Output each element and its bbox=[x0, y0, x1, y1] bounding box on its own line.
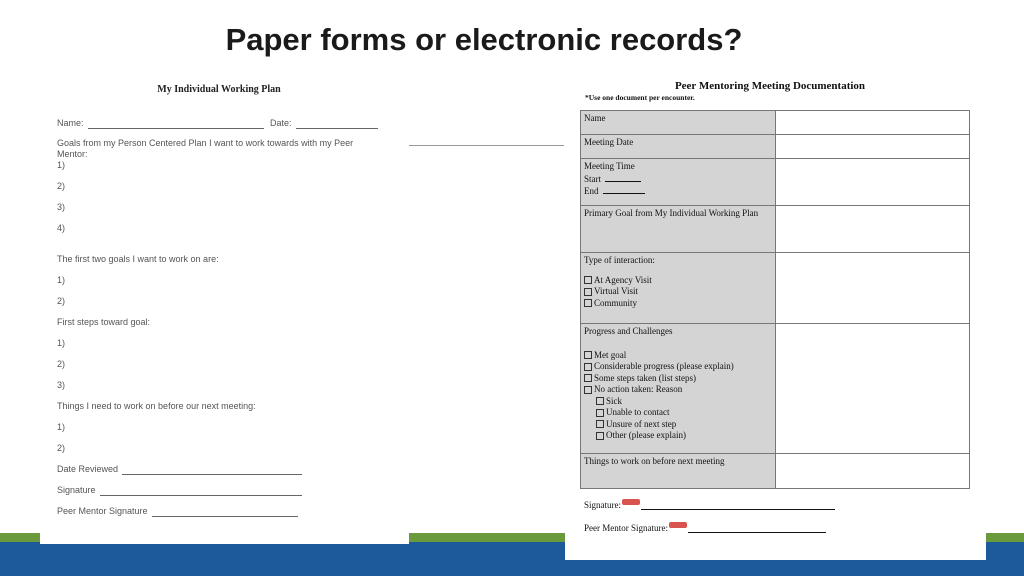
sign-here-arrow-icon bbox=[622, 499, 640, 505]
first-two-goals-label: The first two goals I want to work on are: bbox=[57, 254, 219, 264]
first-steps-item: 3) bbox=[57, 380, 66, 390]
things-next-meeting-label: Things to work on before next meeting bbox=[581, 454, 776, 489]
start-blank[interactable] bbox=[605, 173, 641, 182]
sign-here-arrow-icon bbox=[669, 522, 687, 528]
goal-item: 1) bbox=[57, 160, 66, 170]
things-next-meeting-input[interactable] bbox=[776, 454, 970, 489]
table-row bbox=[581, 253, 970, 324]
table-row bbox=[581, 206, 970, 253]
first-steps-item: 1) bbox=[57, 338, 66, 348]
peer-mentor-signature-label: Peer Mentor Signature bbox=[57, 506, 148, 516]
form-note: *Use one document per encounter. bbox=[585, 93, 695, 102]
things-label: Things I need to work on before our next meeting: bbox=[57, 401, 256, 411]
first-two-item: 2) bbox=[57, 296, 66, 306]
checkbox-option[interactable]: Unsure of next step bbox=[584, 419, 772, 431]
checkbox[interactable] bbox=[584, 276, 592, 284]
checkbox[interactable] bbox=[596, 409, 604, 417]
meeting-date-input[interactable] bbox=[776, 135, 970, 159]
end-blank[interactable] bbox=[603, 185, 645, 194]
signature-row bbox=[584, 500, 835, 510]
peer-mentor-signature-line[interactable] bbox=[688, 524, 826, 533]
progress-label: Progress and Challenges Met goal Considerable progress (please explain) Some steps taken (list steps) No action taken: Reason Sick Unable to contact Unsure of next step Other (please explain) bbox=[581, 324, 776, 454]
name-field-label: Name bbox=[581, 111, 776, 135]
checkbox[interactable] bbox=[584, 386, 592, 394]
name-label: Name: bbox=[57, 118, 84, 128]
end-label: End bbox=[584, 186, 599, 196]
first-steps-item: 2) bbox=[57, 359, 66, 369]
goals-label-cont: Mentor: bbox=[57, 149, 88, 159]
start-label: Start bbox=[584, 173, 601, 184]
checkbox-option[interactable]: Met goal bbox=[584, 350, 772, 362]
signature-row bbox=[57, 485, 302, 496]
table-row bbox=[581, 159, 970, 206]
meeting-date-label: Meeting Date bbox=[581, 135, 776, 159]
primary-goal-input[interactable] bbox=[776, 206, 970, 253]
checkbox-option[interactable]: Community bbox=[584, 298, 772, 310]
goal-item: 4) bbox=[57, 223, 66, 233]
meeting-documentation-form bbox=[565, 74, 986, 560]
checkbox-option[interactable]: At Agency Visit bbox=[584, 275, 772, 287]
goal-item: 3) bbox=[57, 202, 66, 212]
goal-item: 2) bbox=[57, 181, 66, 191]
things-item: 1) bbox=[57, 422, 66, 432]
progress-input[interactable] bbox=[776, 324, 970, 454]
checkbox-option[interactable]: Unable to contact bbox=[584, 407, 772, 419]
date-label: Date: bbox=[270, 118, 292, 128]
divider-line bbox=[409, 145, 564, 146]
checkbox-option[interactable]: Other (please explain) bbox=[584, 430, 772, 442]
signature-label: Signature: bbox=[584, 500, 621, 510]
things-item: 2) bbox=[57, 443, 66, 453]
checkbox-option[interactable]: No action taken: Reason bbox=[584, 384, 772, 396]
checkbox[interactable] bbox=[596, 397, 604, 405]
checkbox[interactable] bbox=[584, 351, 592, 359]
checkbox[interactable] bbox=[584, 299, 592, 307]
type-interaction-input[interactable] bbox=[776, 253, 970, 324]
peer-mentor-signature-row bbox=[57, 506, 298, 517]
checkbox-option[interactable]: Sick bbox=[584, 396, 772, 408]
first-two-item: 1) bbox=[57, 275, 66, 285]
documentation-table bbox=[580, 110, 970, 489]
signature-line[interactable] bbox=[641, 501, 835, 510]
table-row bbox=[581, 324, 970, 454]
peer-mentor-signature-line[interactable] bbox=[152, 507, 298, 517]
peer-mentor-signature-row bbox=[584, 523, 826, 533]
first-steps-label: First steps toward goal: bbox=[57, 317, 151, 327]
signature-label: Signature bbox=[57, 485, 96, 495]
primary-goal-label: Primary Goal from My Individual Working Plan bbox=[581, 206, 776, 253]
checkbox-option[interactable]: Virtual Visit bbox=[584, 286, 772, 298]
slide-title: Paper forms or electronic records? bbox=[225, 22, 743, 57]
meeting-time-label: Meeting Time Start End bbox=[581, 159, 776, 206]
checkbox[interactable] bbox=[584, 288, 592, 296]
name-date-row bbox=[57, 118, 378, 129]
checkbox[interactable] bbox=[584, 374, 592, 382]
date-reviewed-row bbox=[57, 464, 302, 475]
checkbox[interactable] bbox=[584, 363, 592, 371]
name-line[interactable] bbox=[88, 119, 264, 129]
checkbox-option[interactable]: Considerable progress (please explain) bbox=[584, 361, 772, 373]
table-row bbox=[581, 111, 970, 135]
table-row bbox=[581, 135, 970, 159]
signature-line[interactable] bbox=[100, 486, 302, 496]
peer-mentor-signature-label: Peer Mentor Signature: bbox=[584, 523, 668, 533]
table-row bbox=[581, 454, 970, 489]
checkbox[interactable] bbox=[596, 420, 604, 428]
goals-label: Goals from my Person Centered Plan I want to work towards with my Peer bbox=[57, 138, 354, 148]
form-title: My Individual Working Plan bbox=[157, 84, 281, 95]
date-reviewed-label: Date Reviewed bbox=[57, 464, 119, 474]
date-reviewed-line[interactable] bbox=[122, 465, 302, 475]
name-field-input[interactable] bbox=[776, 111, 970, 135]
checkbox-option[interactable]: Some steps taken (list steps) bbox=[584, 373, 772, 385]
type-interaction-label: Type of interaction: At Agency Visit Virtual Visit Community bbox=[581, 253, 776, 324]
date-line[interactable] bbox=[296, 119, 378, 129]
checkbox[interactable] bbox=[596, 432, 604, 440]
individual-working-plan-form bbox=[40, 74, 409, 544]
meeting-time-input[interactable] bbox=[776, 159, 970, 206]
form-title: Peer Mentoring Meeting Documentation bbox=[674, 80, 866, 92]
